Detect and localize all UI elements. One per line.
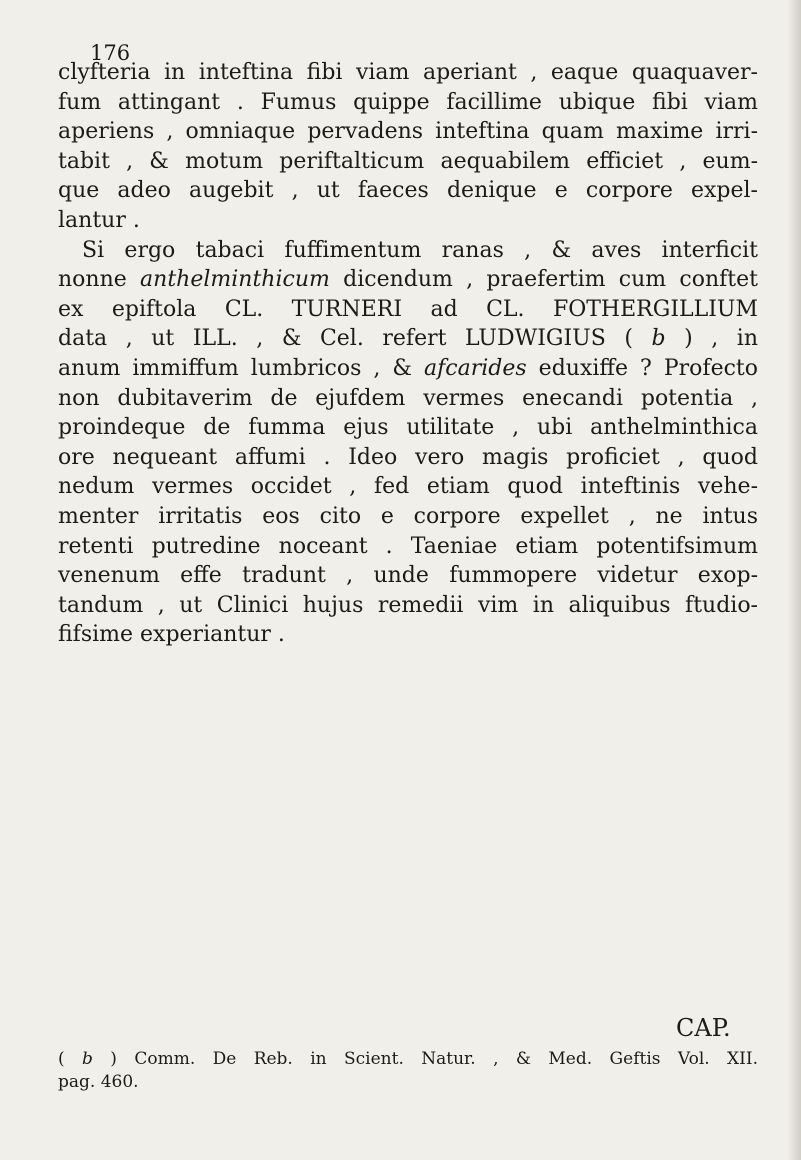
text-line xyxy=(58,1071,758,1094)
text-segment: tandum , ut Clinici hujus remedii vim in aliquibus ftudio- xyxy=(58,592,758,618)
italic-text: afcarides xyxy=(424,355,527,381)
text-segment: venenum effe tradunt , unde fummopere videtur exop- xyxy=(58,563,758,589)
main-text xyxy=(58,58,758,650)
text-segment: aperiens , omniaque pervadens inteftina quam maxime irri- xyxy=(58,119,758,145)
text-segment: fifsime experiantur . xyxy=(58,622,285,648)
text-segment: ( xyxy=(58,1049,83,1069)
text-segment: proindeque de fumma ejus utilitate , ubi anthelminthica xyxy=(58,415,758,441)
text-line xyxy=(58,591,758,621)
text-line xyxy=(58,176,758,206)
text-segment: anum immiffum lumbricos , & xyxy=(58,355,424,381)
text-segment: menter irritatis eos cito e corpore expellet , ne intus xyxy=(58,503,758,529)
italic-text: b xyxy=(82,1049,93,1069)
catchword: CAP. xyxy=(676,1014,731,1042)
text-line xyxy=(58,443,758,473)
text-segment: que adeo augebit , ut faeces denique e corpore expel- xyxy=(58,178,758,204)
text-line xyxy=(58,384,758,414)
text-segment: ) Comm. De Reb. in Scient. Natur. , & Med. Geftis Vol. XII. xyxy=(92,1049,758,1069)
page-edge-shadow xyxy=(787,0,801,1160)
text-segment: ex epiftola CL. TURNERI ad CL. FOTHERGILLIUM xyxy=(58,296,758,322)
text-segment: lantur . xyxy=(58,207,140,233)
text-line xyxy=(58,620,758,650)
footnote xyxy=(58,1048,758,1094)
text-line xyxy=(58,88,758,118)
text-line xyxy=(58,532,758,562)
text-line xyxy=(58,147,758,177)
text-line xyxy=(58,1048,758,1071)
italic-text: b xyxy=(651,326,666,352)
text-line xyxy=(58,117,758,147)
italic-text: anthelminthicum xyxy=(140,267,330,293)
text-line xyxy=(58,236,758,266)
text-line xyxy=(58,502,758,532)
text-line xyxy=(58,265,758,295)
text-segment: ore nequeant affumi . Ideo vero magis proficiet , quod xyxy=(58,444,758,470)
text-line xyxy=(58,413,758,443)
text-segment: fum attingant . Fumus quippe facillime ubique fibi viam xyxy=(58,89,758,115)
text-segment: pag. 460. xyxy=(58,1072,139,1092)
text-segment: eduxiffe ? Profecto xyxy=(526,355,758,381)
text-segment: clyfteria in inteftina fibi viam aperiant , eaque quaquaver- xyxy=(58,60,758,85)
text-segment: nedum vermes occidet , fed etiam quod inteftinis vehe- xyxy=(58,474,758,500)
text-segment: ) , in xyxy=(665,326,759,352)
text-line xyxy=(58,472,758,502)
text-segment: tabit , & motum periftalticum aequabilem efficiet , eum- xyxy=(58,148,758,174)
text-line xyxy=(58,58,758,88)
text-segment: retenti putredine noceant . Taeniae etiam potentifsimum xyxy=(58,533,758,559)
text-line xyxy=(58,561,758,591)
text-line xyxy=(58,354,758,384)
text-segment: data , ut ILL. , & Cel. refert LUDWIGIUS ( xyxy=(58,326,652,352)
paragraph xyxy=(58,236,758,650)
text-segment: non dubitaverim de ejufdem vermes enecandi potentia , xyxy=(58,385,758,411)
text-segment: Si ergo tabaci fuffimentum ranas , & aves interficit xyxy=(82,237,758,263)
text-segment: dicendum , praefertim cum conftet xyxy=(329,267,759,293)
text-line xyxy=(58,295,758,325)
text-line xyxy=(58,324,758,354)
text-segment: nonne xyxy=(58,267,141,293)
paragraph xyxy=(58,58,758,236)
page-number: 176 xyxy=(90,41,131,65)
text-line xyxy=(58,206,758,236)
